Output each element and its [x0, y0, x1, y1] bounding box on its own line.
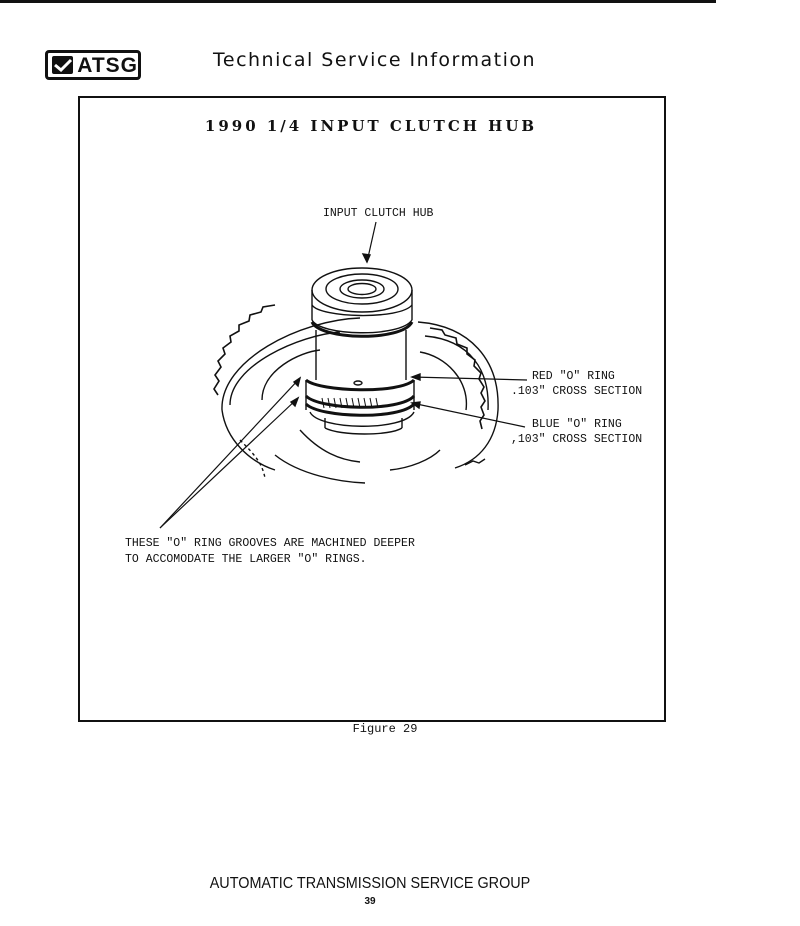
label-blue-ring-cross-section: ,103" CROSS SECTION: [511, 433, 643, 446]
page-number: 39: [364, 896, 376, 907]
figure-title: 1990 1/4 INPUT CLUTCH HUB: [204, 117, 538, 135]
label-grooves-line1: THESE "O" RING GROOVES ARE MACHINED DEEPER: [125, 537, 415, 550]
figure-caption: Figure 29: [352, 722, 418, 736]
footer-organization: AUTOMATIC TRANSMISSION SERVICE GROUP: [209, 875, 531, 892]
header-title: Technical Service Information: [213, 49, 537, 71]
label-grooves-line2: TO ACCOMODATE THE LARGER "O" RINGS.: [125, 553, 367, 566]
label-red-ring-cross-section: .103" CROSS SECTION: [511, 385, 643, 398]
logo-text: ATSG: [77, 53, 138, 77]
label-input-clutch-hub: INPUT CLUTCH HUB: [323, 207, 434, 220]
label-blue-ring: BLUE "O" RING: [532, 418, 622, 431]
label-red-ring: RED "O" RING: [532, 370, 615, 383]
